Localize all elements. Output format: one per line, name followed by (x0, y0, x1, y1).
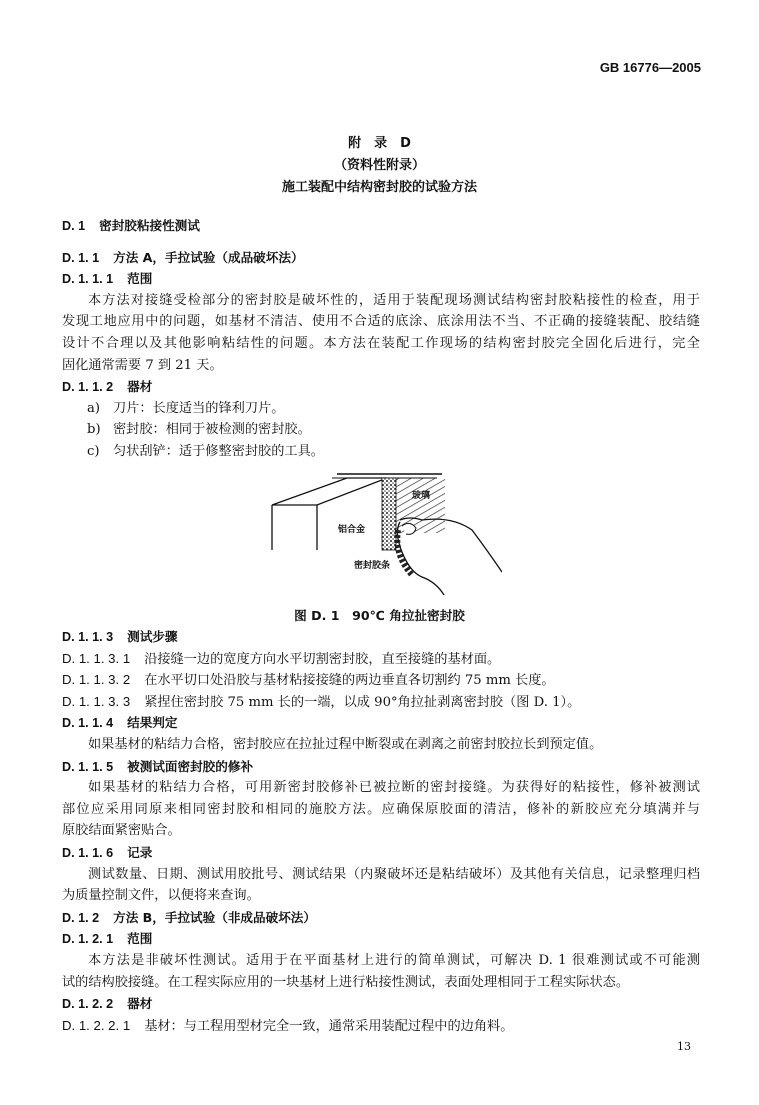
clause-d1131 (62, 648, 700, 670)
heading-d114 (62, 712, 700, 734)
section-block-2 (62, 626, 700, 1036)
heading-d116 (62, 842, 700, 864)
item-text: 匀状刮铲：适于修整密封胶的工具。 (113, 443, 324, 459)
heading-text: 被测试面密封胶的修补 (127, 758, 254, 774)
heading-number: D. 1. 1. 3 (62, 630, 114, 644)
standard-code: GB 16776—2005 (599, 60, 701, 75)
clause-number: D. 1. 1. 3. 2 (62, 672, 131, 688)
clause-number: D. 1. 1. 3. 1 (62, 650, 131, 666)
clause-d1132 (62, 669, 700, 691)
paragraph-line: 如果基材的粘结力合格，密封胶应在拉扯过程中断裂或在剥离之前密封胶拉长到预定值。 (88, 736, 603, 752)
item-label: b) (87, 422, 101, 438)
label-sealant-strip: 密封胶条 (354, 561, 391, 571)
paragraph-line: 本方法对接缝受检部分的密封胶是破坏性的，适用于装配现场测试结构密封胶粘接性的检查，用于 (88, 292, 700, 308)
page-number: 13 (677, 1040, 691, 1053)
figure-illustration (262, 460, 502, 600)
list-item (62, 419, 700, 441)
clause-text: 沿接缝一边的宽度方向水平切割密封胶，直至接缝的基材面。 (144, 651, 501, 667)
heading-text: 范围 (127, 271, 153, 287)
paragraph-line: 部位应采用同原来相同密封胶和相同的施胶方法。应确保原胶面的清洁，修补的新胶应充分填满并与 (62, 801, 700, 817)
paragraph-line: 测试数量、日期、测试用胶批号、测试结果（内聚破坏还是粘结破坏）及其他有关信息，记录整理归档 (88, 866, 700, 882)
paragraph-line: 固化通常需要 7 到 21 天。 (62, 357, 223, 373)
heading-text: 测试步骤 (127, 629, 178, 644)
label-aluminum-alloy: 铝合金 (338, 525, 366, 535)
heading-d113 (62, 626, 700, 648)
clause-text: 在水平切口处沿胶与基材粘接接缝的两边垂直各切割约 75 mm 长度。 (144, 673, 555, 689)
clause-number: D. 1. 2. 2. 1 (62, 1017, 131, 1033)
clause-d1133 (62, 691, 700, 713)
list-item (62, 398, 700, 420)
appendix-type: （资料性附录） (333, 158, 425, 173)
paragraph-line: 原胶结面紧密贴合。 (62, 823, 181, 839)
heading-d112 (62, 376, 700, 398)
heading-number: D. 1. 1. 4 (62, 716, 114, 731)
heading-text: 器材 (127, 996, 153, 1012)
heading-number: D. 1. 2 (62, 910, 100, 925)
figure-d1 (262, 460, 502, 600)
paragraph-line: 试的结构胶接缝。在工程实际应用的一块基材上进行粘接性测试，表面处理相同于工程实际状态。 (62, 974, 630, 990)
paragraph-line: 设计不合理以及其他影响粘结性的问题。本方法在装配工作现场的结构密封胶完全固化后进行，完全 (62, 335, 700, 351)
heading-text: 方法 B，手拉试验（非成品破坏法） (113, 909, 316, 925)
appendix-title: 施工装配中结构密封胶的试验方法 (281, 180, 477, 195)
paragraph-line: 发现工地应用中的问题，如基材不清洁、使用不合适的底涂、底涂用法不当、不正确的接缝装配、胶结缝 (62, 314, 700, 330)
item-label: a) (87, 400, 101, 416)
heading-d115 (62, 756, 700, 778)
heading-number: D. 1. 1. 6 (62, 845, 114, 860)
heading-text: 记录 (127, 844, 153, 860)
clause-text: 紧捏住密封胶 75 mm 长的一端，以成 90°角拉扯剥离密封胶（图 D. 1）。 (144, 694, 581, 710)
clause-d1221 (62, 1015, 700, 1037)
heading-text: 结果判定 (127, 715, 178, 731)
label-glass: 玻璃 (412, 491, 431, 501)
figure-caption: 图 D. 1 90℃ 角拉扯密封胶 (294, 608, 465, 623)
heading-number: D. 1. 2. 1 (62, 932, 114, 947)
heading-number: D. 1. 1. 5 (62, 759, 114, 774)
item-label: c) (87, 443, 100, 459)
heading-text: 范围 (127, 931, 153, 947)
section-block-1 (62, 215, 700, 463)
clause-text: 基材：与工程用型材完全一致，通常采用装配过程中的边角料。 (144, 1018, 514, 1034)
appendix-label: 附 录 D (348, 136, 411, 151)
heading-d11 (62, 247, 700, 269)
paragraph-line: 如果基材的粘结力合格，可用新密封胶修补已被拉断的密封接缝。为获得好的粘接性，修补被测试 (88, 780, 700, 796)
heading-d12 (62, 907, 700, 929)
heading-number: D. 1 (62, 219, 86, 233)
heading-number: D. 1. 1 (62, 250, 100, 265)
paragraph-line: 本方法是非破坏性测试。适用于在平面基材上进行的简单测试，可解决 D. 1 很难测试或不可能测 (88, 952, 700, 968)
item-text: 密封胶：相同于被检测的密封胶。 (113, 422, 311, 438)
heading-d121 (62, 928, 700, 950)
paragraph-line: 为质量控制文件，以便将来查询。 (62, 888, 260, 904)
heading-text: 器材 (127, 379, 153, 395)
heading-d111 (62, 268, 700, 290)
heading-number: D. 1. 1. 2 (62, 380, 114, 395)
heading-text: 方法 A，手拉试验（成品破坏法） (113, 249, 304, 265)
item-text: 刀片：长度适当的锋利刀片。 (113, 400, 285, 416)
heading-d1 (62, 215, 700, 237)
heading-text: 密封胶粘接性测试 (99, 218, 200, 233)
heading-d122 (62, 993, 700, 1015)
heading-number: D. 1. 2. 2 (62, 997, 114, 1012)
clause-number: D. 1. 1. 3. 3 (62, 693, 131, 709)
heading-number: D. 1. 1. 1 (62, 272, 114, 287)
